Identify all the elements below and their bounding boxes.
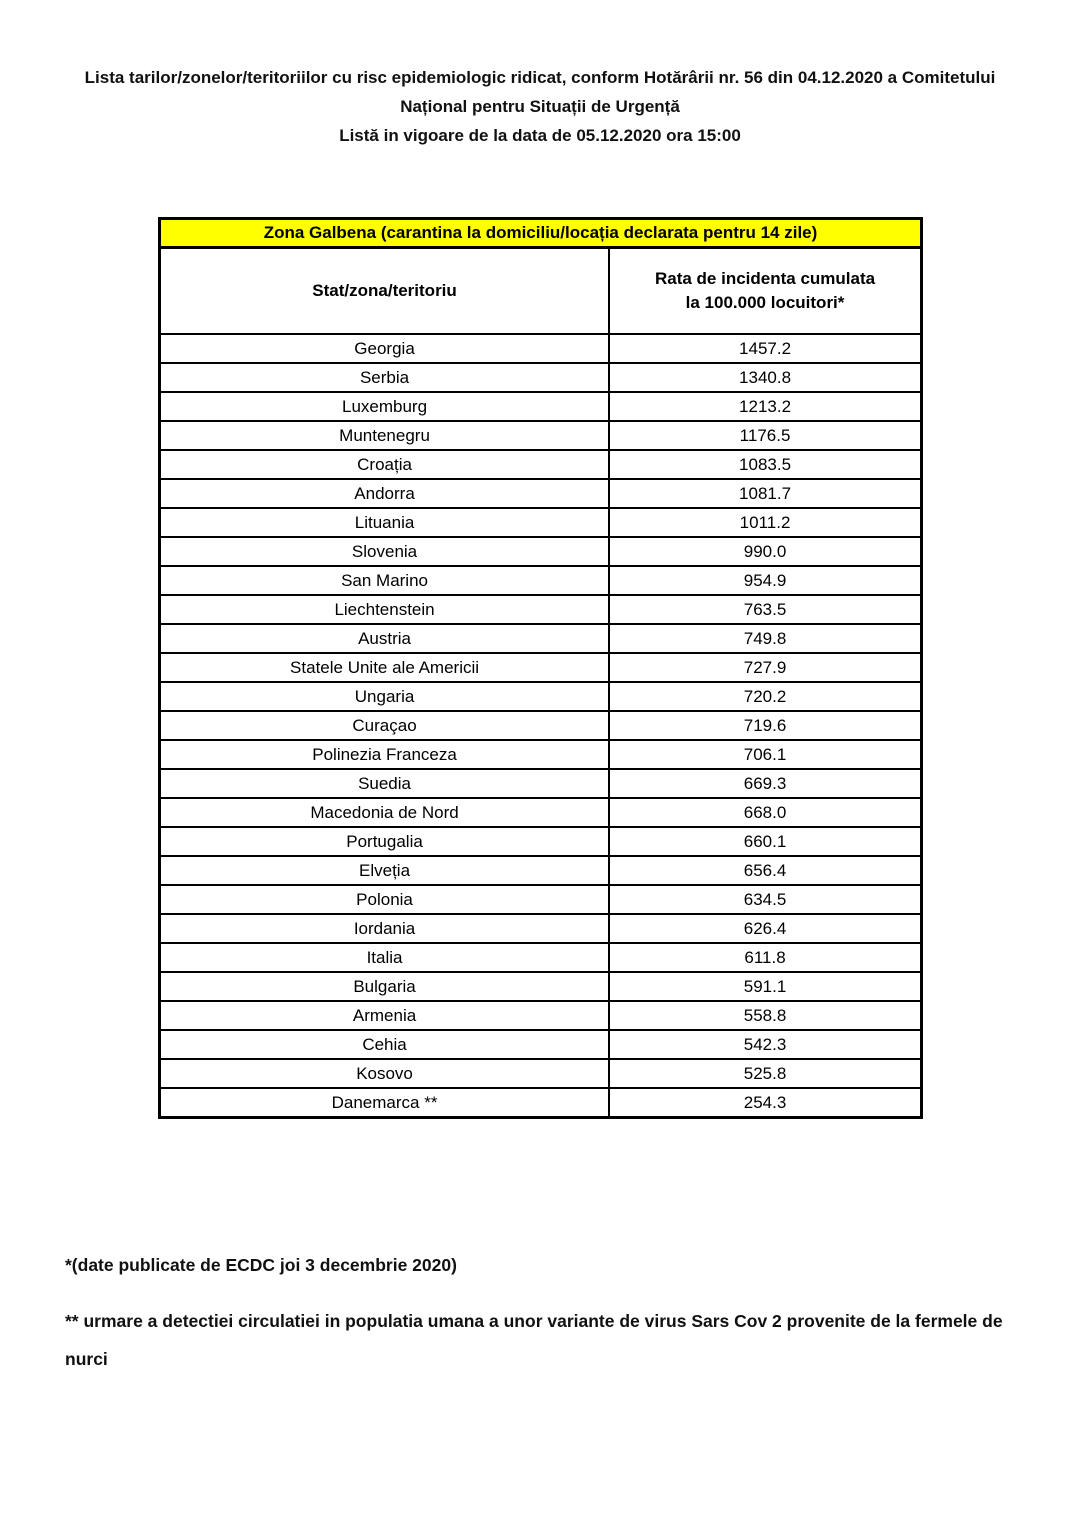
country-cell: Muntenegru [160,421,610,450]
country-cell: Italia [160,943,610,972]
table-row [160,1030,922,1059]
country-cell: Danemarca ** [160,1088,610,1118]
table-row [160,624,922,653]
table-row [160,740,922,769]
rate-cell: 1081.7 [609,479,921,508]
country-cell: San Marino [160,566,610,595]
rate-cell: 591.1 [609,972,921,1001]
country-cell: Kosovo [160,1059,610,1088]
table-row [160,1001,922,1030]
table-row [160,334,922,363]
table-row [160,566,922,595]
country-cell: Statele Unite ale Americii [160,653,610,682]
table-row [160,479,922,508]
table-row [160,798,922,827]
rate-cell: 727.9 [609,653,921,682]
country-cell: Macedonia de Nord [160,798,610,827]
title-line-1: Lista tarilor/zonelor/teritoriilor cu risc epidemiologic ridicat, conform Hotărârii nr. 56 din 04.12.2020 a Comitetului [84,68,996,87]
rate-cell: 542.3 [609,1030,921,1059]
table-row [160,537,922,566]
table-row [160,392,922,421]
rate-cell: 634.5 [609,885,921,914]
table-row [160,450,922,479]
table-row [160,943,922,972]
country-cell: Croația [160,450,610,479]
rate-cell: 1457.2 [609,334,921,363]
table-row [160,856,922,885]
title-line-3: Listă in vigoare de la data de 05.12.2020 ora 15:00 [339,126,741,145]
country-column-header: Stat/zona/teritoriu [160,248,610,335]
zone-band-row [160,219,922,248]
country-cell: Suedia [160,769,610,798]
country-cell: Curaçao [160,711,610,740]
country-cell: Iordania [160,914,610,943]
table-row [160,1088,922,1118]
table-body [160,334,922,1118]
table-row [160,363,922,392]
footnote-mink-variant: ** urmare a detectiei circulatiei in populatia umana a unor variante de virus Sars Cov 2 provenite de la fermele de nurci [65,1311,1003,1369]
risk-zone-table [158,217,923,1119]
country-cell: Ungaria [160,682,610,711]
table-row [160,972,922,1001]
rate-cell: 558.8 [609,1001,921,1030]
footnotes [65,1252,1005,1378]
rate-cell: 719.6 [609,711,921,740]
country-cell: Austria [160,624,610,653]
country-cell: Serbia [160,363,610,392]
title-line-2: Național pentru Situații de Urgență [400,97,680,116]
country-cell: Polinezia Franceza [160,740,610,769]
country-cell: Polonia [160,885,610,914]
rate-cell: 990.0 [609,537,921,566]
document-title [0,63,1080,150]
rate-cell: 1083.5 [609,450,921,479]
rate-cell: 525.8 [609,1059,921,1088]
rate-cell: 611.8 [609,943,921,972]
rate-cell: 669.3 [609,769,921,798]
table-row [160,653,922,682]
country-cell: Slovenia [160,537,610,566]
rate-cell: 749.8 [609,624,921,653]
table-row [160,885,922,914]
country-cell: Elveția [160,856,610,885]
table-row [160,827,922,856]
table-row [160,1059,922,1088]
table-row [160,508,922,537]
country-cell: Liechtenstein [160,595,610,624]
rate-cell: 1011.2 [609,508,921,537]
table-row [160,711,922,740]
country-cell: Georgia [160,334,610,363]
rate-column-header: Rata de incidenta cumulata la 100.000 locuitori* [609,248,921,335]
column-header-row [160,248,922,335]
rate-cell: 706.1 [609,740,921,769]
rate-cell: 668.0 [609,798,921,827]
zone-band-label: Zona Galbena (carantina la domiciliu/locația declarata pentru 14 zile) [160,219,922,248]
rate-cell: 1176.5 [609,421,921,450]
country-cell: Cehia [160,1030,610,1059]
footnote-ecdc: *(date publicate de ECDC joi 3 decembrie 2020) [65,1255,457,1275]
rate-cell: 720.2 [609,682,921,711]
rate-cell: 954.9 [609,566,921,595]
table-row [160,421,922,450]
country-cell: Luxemburg [160,392,610,421]
table-row [160,595,922,624]
rate-cell: 626.4 [609,914,921,943]
table-row [160,914,922,943]
table-row [160,682,922,711]
country-cell: Bulgaria [160,972,610,1001]
rate-cell: 763.5 [609,595,921,624]
rate-cell: 1213.2 [609,392,921,421]
rate-cell: 254.3 [609,1088,921,1118]
country-cell: Andorra [160,479,610,508]
table-row [160,769,922,798]
rate-cell: 1340.8 [609,363,921,392]
country-cell: Armenia [160,1001,610,1030]
rate-cell: 660.1 [609,827,921,856]
country-cell: Portugalia [160,827,610,856]
country-cell: Lituania [160,508,610,537]
rate-cell: 656.4 [609,856,921,885]
